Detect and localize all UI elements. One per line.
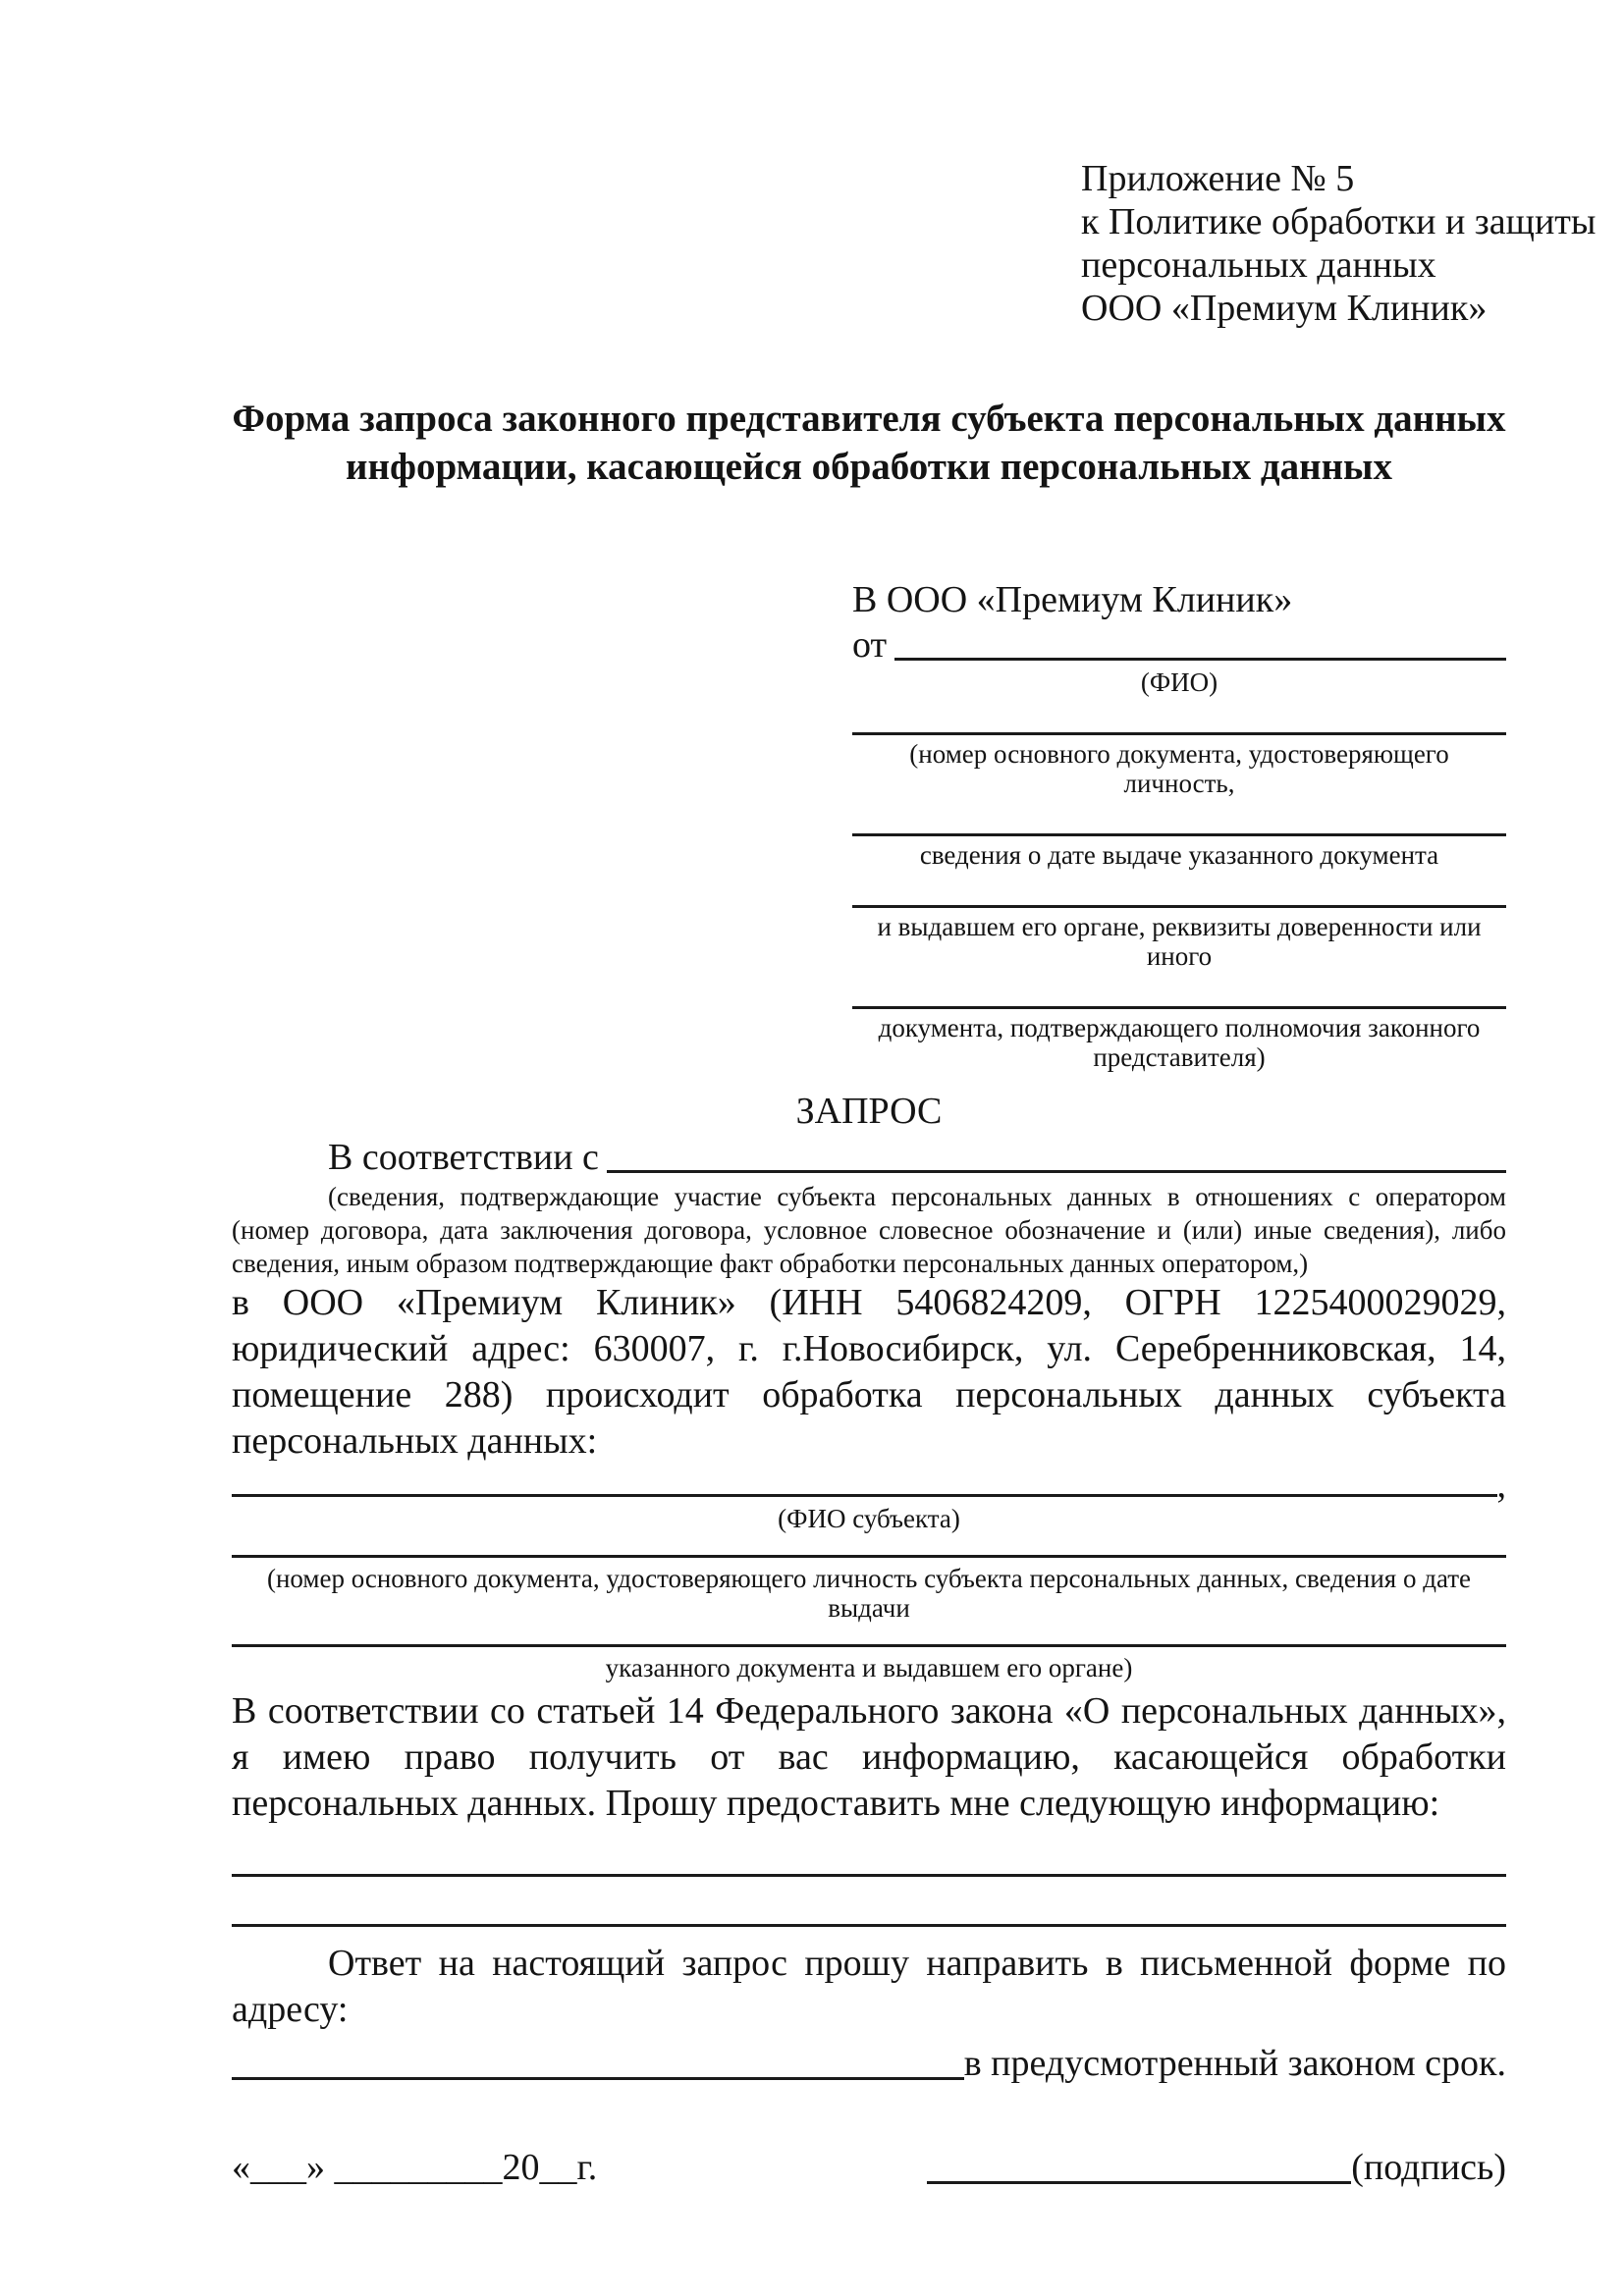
reply-paragraph: Ответ на настоящий запрос прошу направить в письменной форме по адресу: xyxy=(232,1943,1506,2030)
field-caption: (номер основного документа, удостоверяющего личность, xyxy=(909,739,1449,798)
note-paragraph: (сведения, подтверждающие участие субъекта персональных данных в отношениях с оператором (номер договора, дата заключения договора, условное словесное обозначение и (или) иные сведения), либо сведения, иным образом подтверждающие факт обработки персональных данных оператором,) xyxy=(232,1182,1506,1278)
fio-blank-line xyxy=(894,658,1506,661)
subject-doc-caption: указанного документа и выдавшем его органе) xyxy=(605,1653,1133,1682)
form-title-line2: информации, касающейся обработки персональных данных xyxy=(346,446,1392,488)
reply-address-row xyxy=(232,2041,1506,2087)
subject-fio-row xyxy=(232,1467,1506,1504)
fio-caption: (ФИО) xyxy=(1140,667,1218,697)
signature-caption: (подпись) xyxy=(1351,2147,1506,2188)
addressee-to: В ООО «Премиум Клиник» xyxy=(852,579,1293,620)
subject-doc-blank-line xyxy=(232,1644,1506,1647)
reply-address-blank-line xyxy=(232,2077,964,2080)
blank-field-line xyxy=(852,732,1506,735)
addressee-field-row xyxy=(852,732,1506,798)
appendix-line: Приложение № 5 xyxy=(1081,158,1355,199)
accordance-row xyxy=(232,1135,1506,1180)
blank-field-line xyxy=(852,1006,1506,1009)
reply-suffix: в предусмотренный законом срок. xyxy=(963,2043,1506,2084)
trailing-comma: , xyxy=(1496,1465,1506,1506)
subject-doc-caption: (номер основного документа, удостоверяющего личность субъекта персональных данных, сведения о дате выдачи xyxy=(266,1564,1472,1623)
addressee-field-row xyxy=(852,1006,1506,1072)
accordance-label: В соответствии с xyxy=(328,1137,599,1178)
appendix-line: ООО «Премиум Клиник» xyxy=(1081,288,1488,329)
addressee-block xyxy=(852,577,1506,1072)
blank-field-line xyxy=(852,905,1506,908)
subject-fio-blank-line xyxy=(232,1494,1497,1497)
field-caption: сведения о дате выдаче указанного документа xyxy=(919,840,1439,870)
answer-blank-line xyxy=(232,1874,1506,1877)
field-caption: документа, подтверждающего полномочия законного представителя) xyxy=(878,1013,1481,1072)
request-heading: ЗАПРОС xyxy=(795,1091,943,1132)
form-title xyxy=(232,395,1506,491)
date-placeholder: «___» _________20__г. xyxy=(232,2147,598,2188)
blank-field-line xyxy=(852,833,1506,836)
subject-fio-caption: (ФИО субъекта) xyxy=(778,1504,960,1533)
subject-doc-row xyxy=(232,1555,1506,1623)
operator-paragraph: в ООО «Премиум Клиник» (ИНН 5406824209, ОГРН 1225400029029, юридический адрес: 630007, г. г.Новосибирск, ул. Серебренниковская, 14, помещение 288) происходит обработка персональных данных субъекта персональных данных: xyxy=(232,1282,1506,1462)
form-title-line1: Форма запроса законного представителя субъекта персональных данных xyxy=(232,398,1506,440)
answer-blank-line xyxy=(232,1924,1506,1927)
law-paragraph: В соответствии со статьей 14 Федерального закона «О персональных данных», я имею право получить от вас информацию, касающейся обработки персональных данных. Прошу предоставить мне следующую информацию: xyxy=(232,1690,1506,1824)
subject-doc-blank-line xyxy=(232,1555,1506,1558)
addressee-field-row xyxy=(852,833,1506,870)
accordance-blank-line xyxy=(607,1170,1506,1173)
field-caption: и выдавшем его органе, реквизиты доверенности или иного xyxy=(877,912,1482,971)
signature-blank-line xyxy=(927,2181,1351,2184)
signature-right-group xyxy=(927,2144,1506,2191)
from-label: от xyxy=(852,624,888,666)
addressee-from-row xyxy=(852,622,1506,667)
addressee-field-row xyxy=(852,905,1506,971)
subject-doc-row xyxy=(232,1644,1506,1682)
appendix-block xyxy=(1081,157,1597,330)
appendix-line: к Политике обработки и защиты xyxy=(1081,201,1597,242)
signature-row xyxy=(232,2144,1506,2191)
appendix-line: персональных данных xyxy=(1081,244,1436,286)
